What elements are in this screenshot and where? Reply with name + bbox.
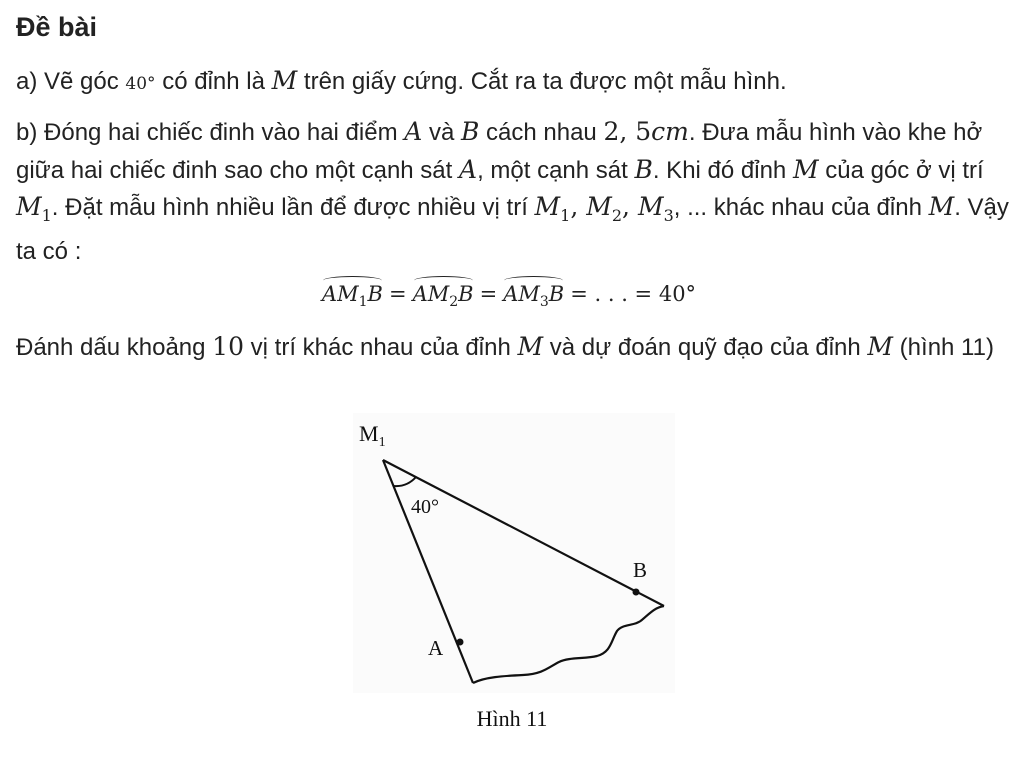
part-c-text: Đánh dấu khoảng 10 vị trí khác nhau của đỉnh M và dự đoán quỹ đạo của đỉnh M (hình 11) bbox=[16, 332, 994, 361]
angle-equation: $AM_1B = AM_2B = AM_3B$ = . . . = 40° bbox=[0, 278, 1024, 310]
triangle-diagram bbox=[353, 413, 675, 693]
figure-caption: Hình 11 bbox=[476, 706, 548, 731]
angle-am3b: $AM_3B$ bbox=[503, 278, 564, 310]
label-b: B bbox=[633, 558, 648, 582]
part-a-text: a) Vẽ góc 40° có đỉnh là M trên giấy cứng. Cắt ra ta được một mẫu hình. bbox=[16, 66, 787, 95]
label-angle-40: 40° bbox=[411, 496, 439, 518]
angle-arc bbox=[394, 477, 416, 486]
angle-am2b: $AM_2B$ bbox=[413, 278, 474, 310]
page-title: Đề bài bbox=[16, 12, 98, 42]
side-m1-b bbox=[383, 460, 664, 606]
label-m1: $M_1$ bbox=[359, 421, 386, 450]
angle-am1b: $AM_1B$ bbox=[322, 278, 383, 310]
part-b-text: b) Đóng hai chiếc đinh vào hai điểm A và B cách nhau 2, 5cm. Đưa mẫu hình vào khe hở giữa hai chiếc đinh sao cho một cạnh sát A, một cạnh sát B. Khi đó đỉnh M của góc ở vị trí $M_1$. Đặt mẫu hình nhiều lần để được nhiều vị trí $M_1$, $M_2$, $M_3$, ... khác nhau của đỉnh M. Vậy ta có : bbox=[16, 117, 1009, 266]
nail-a bbox=[457, 639, 464, 646]
torn-edge bbox=[473, 606, 664, 683]
figure-11 bbox=[353, 413, 675, 693]
label-a: A bbox=[428, 636, 444, 660]
nail-b bbox=[633, 589, 640, 596]
